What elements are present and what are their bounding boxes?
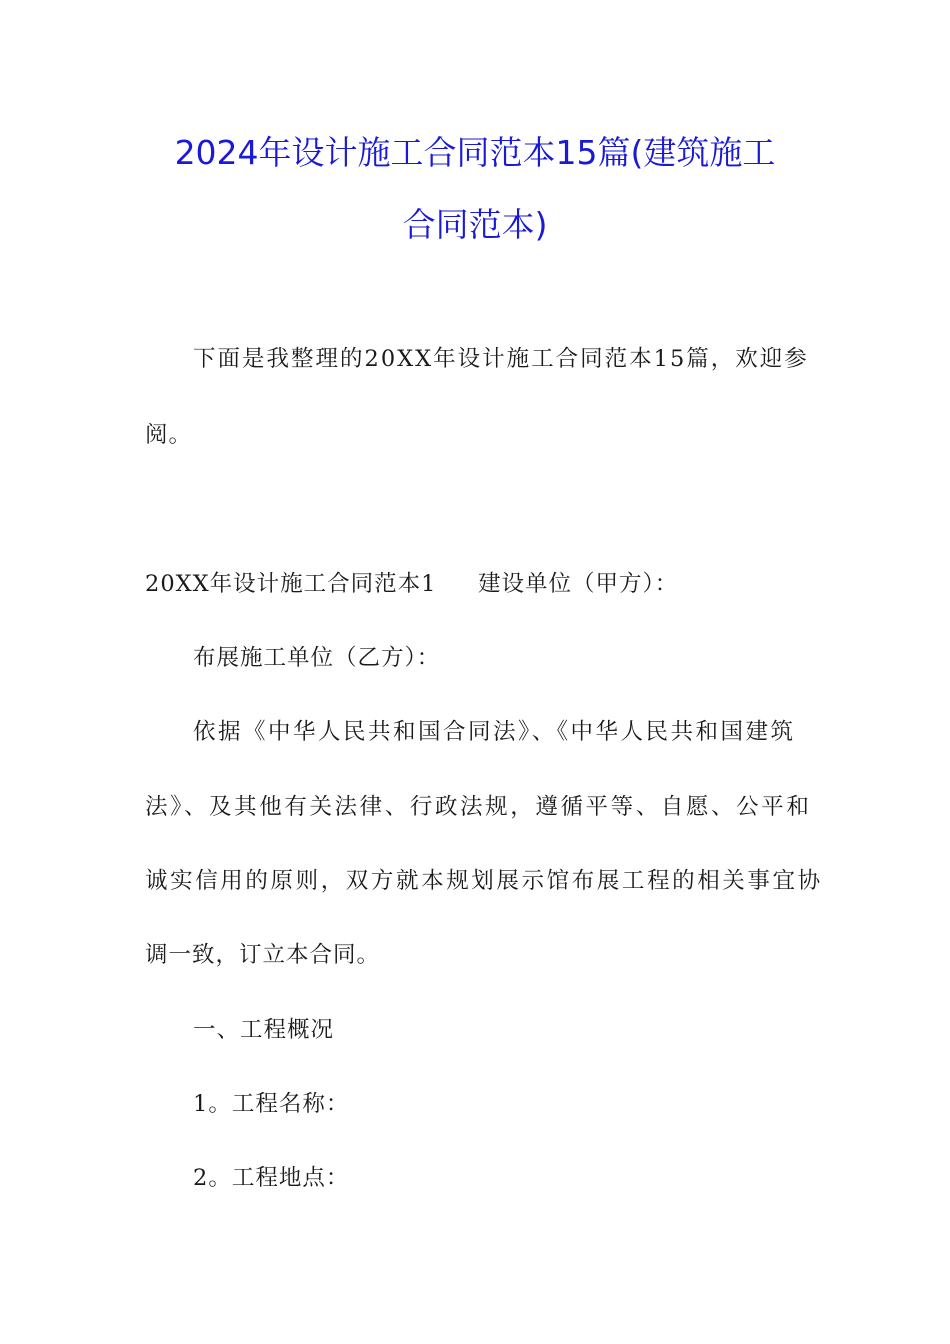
intro-line-2: 阅。 (145, 422, 193, 448)
party-a-label: 建设单位（甲方）： (478, 571, 679, 597)
paragraph-line-2: 法》、及其他有关法律、行政法规，遵循平等、自愿、公平和 (145, 794, 812, 820)
overview-heading: 一、工程概况 (193, 1017, 335, 1043)
document-title-line-1: 2024年设计施工合同范本15篇(建筑施工 (174, 133, 776, 172)
document-title-line-2: 合同范本) (402, 205, 548, 244)
party-b-label: 布展施工单位（乙方）： (193, 645, 441, 671)
section-heading: 20XX年设计施工合同范本1 (145, 571, 437, 597)
item-project-name: 1。工程名称： (193, 1091, 350, 1117)
item-project-location: 2。工程地点： (193, 1165, 350, 1191)
paragraph-line-1: 依据《中华人民共和国合同法》、《中华人民共和国建筑 (193, 719, 796, 745)
intro-line-1: 下面是我整理的20XX年设计施工合同范本15篇，欢迎参 (193, 346, 809, 372)
paragraph-line-3: 诚实信用的原则，双方就本规划展示馆布展工程的相关事宜协 (145, 868, 823, 894)
paragraph-line-4: 调一致，订立本合同。 (145, 942, 381, 968)
